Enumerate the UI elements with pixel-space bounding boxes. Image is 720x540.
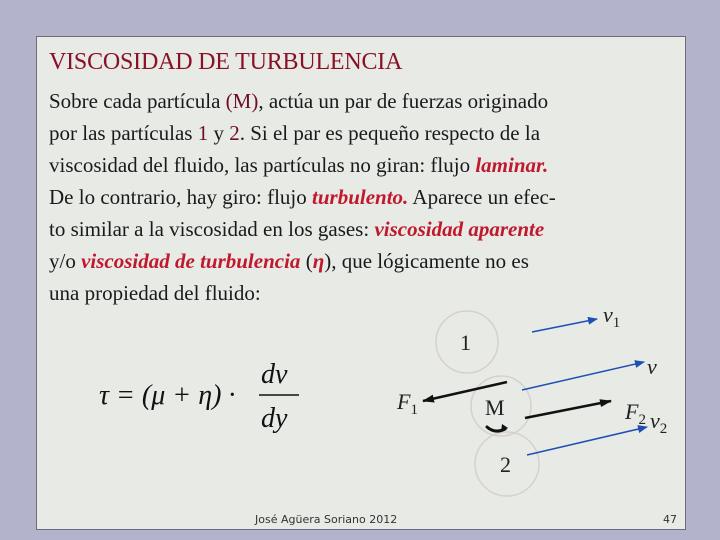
force-f2-arrow bbox=[525, 401, 611, 418]
text-turbulento: turbulento. bbox=[312, 185, 409, 209]
velocity-v-arrow bbox=[522, 362, 644, 390]
text-particle-1: 1 bbox=[197, 121, 209, 145]
text-run: ( bbox=[300, 249, 313, 273]
text-run: una propiedad del fluido: bbox=[49, 281, 261, 305]
label-f1: $F_1$ bbox=[397, 389, 418, 418]
text-eta: η bbox=[312, 249, 325, 273]
label-v: v bbox=[647, 354, 657, 379]
text-run: Sobre cada partícula bbox=[49, 89, 226, 113]
label-f2: $F_2$ bbox=[625, 399, 646, 428]
text-run: . Si el par es pequeño respecto de la bbox=[239, 121, 541, 145]
velocity-v1-arrow bbox=[532, 319, 597, 332]
label-particle-1: 1 bbox=[460, 330, 471, 355]
text-run: y bbox=[208, 121, 230, 145]
label-particle-m: M bbox=[485, 395, 505, 420]
equation-denominator: dy bbox=[261, 403, 288, 434]
equation-lhs: τ = (μ + η) · bbox=[99, 380, 236, 411]
turbulence-diagram bbox=[347, 302, 687, 507]
text-particle-2: 2 bbox=[229, 121, 240, 145]
slide-panel bbox=[36, 36, 686, 530]
text-viscosidad-turbulencia: viscosidad de turbulencia bbox=[81, 249, 301, 273]
text-run: viscosidad del fluido, las partículas no giran: flujo bbox=[49, 153, 476, 177]
label-particle-2: 2 bbox=[500, 452, 511, 477]
equation-numerator: dv bbox=[261, 359, 288, 390]
text-run: Aparece un efec- bbox=[408, 185, 556, 209]
label-v1: $v_1$ bbox=[603, 302, 621, 331]
slide-title: VISCOSIDAD DE TURBULENCIA bbox=[49, 49, 403, 75]
text-run: y/o bbox=[49, 249, 82, 273]
viscosity-equation bbox=[99, 355, 319, 435]
text-viscosidad-aparente: viscosidad aparente bbox=[374, 217, 545, 241]
label-v2: $v_2$ bbox=[650, 408, 668, 437]
text-laminar: laminar. bbox=[475, 153, 549, 177]
text-run: De lo contrario, hay giro: flujo bbox=[49, 185, 313, 209]
velocity-v2-arrow bbox=[527, 427, 647, 455]
text-run: to similar a la viscosidad en los gases: bbox=[49, 217, 375, 241]
page-number: 47 bbox=[663, 513, 677, 526]
body-paragraph bbox=[49, 85, 679, 309]
text-run: ) bbox=[324, 249, 332, 273]
text-run: , actúa un par de fuerzas originado bbox=[258, 89, 549, 113]
text-particle-m: (M) bbox=[225, 89, 259, 113]
text-run: , que lógicamente no es bbox=[331, 249, 529, 273]
text-run: por las partículas bbox=[49, 121, 198, 145]
footer-author: José Agüera Soriano 2012 bbox=[255, 513, 398, 526]
